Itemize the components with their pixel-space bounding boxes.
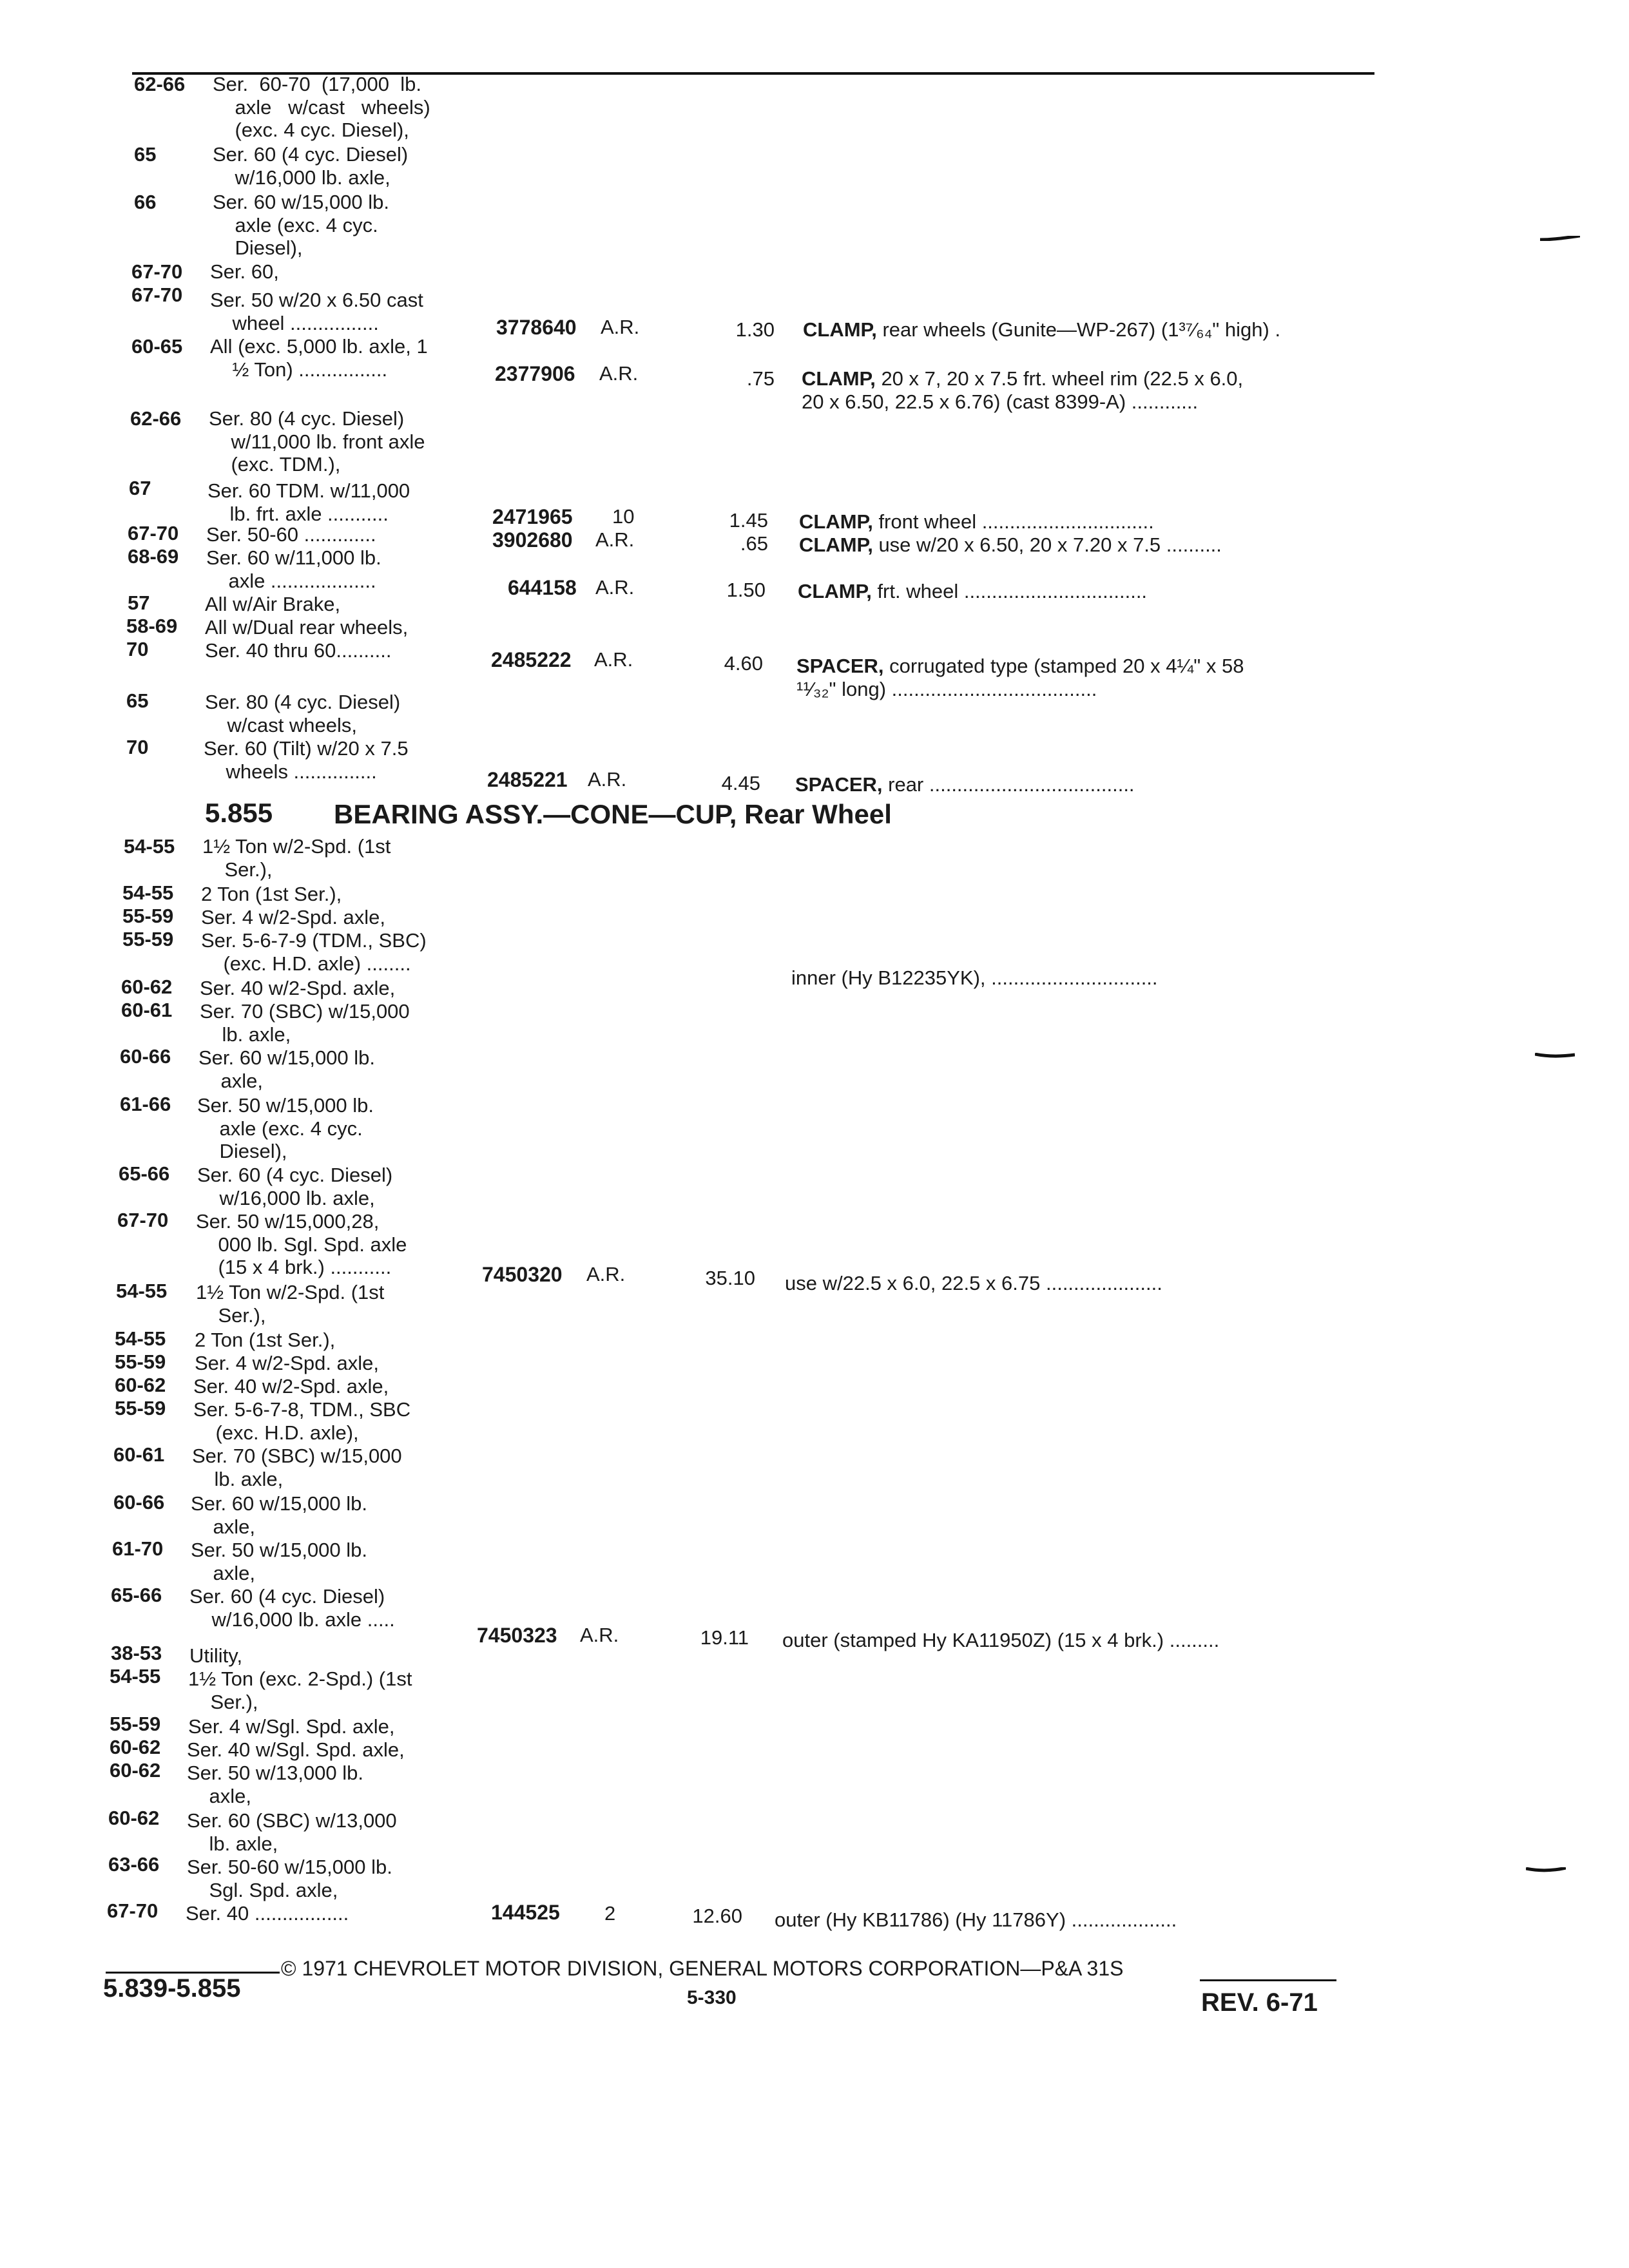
application-desc: Ser. 50 w/15,000 lb. axle (exc. 4 cyc. Diesel), (197, 1094, 374, 1162)
model-years: 67 (129, 477, 151, 499)
part-detail: front wheel ............................... (872, 510, 1154, 533)
model-years: 60-62 (110, 1736, 161, 1758)
margin-mark (1540, 236, 1580, 241)
section-number: 5.855 (205, 798, 273, 828)
application-desc: All (exc. 5,000 lb. axle, 1 ½ Ton) ................ (210, 335, 428, 381)
price: .75 (746, 367, 775, 390)
price: .65 (740, 532, 768, 555)
part-number: 2377906 (495, 362, 575, 385)
model-years: 60-66 (120, 1045, 171, 1068)
application-desc: Ser. 60 (4 cyc. Diesel) w/16,000 lb. axle, (213, 143, 409, 189)
application-desc: Ser. 70 (SBC) w/15,000 lb. axle, (192, 1445, 402, 1490)
model-years: 54-55 (115, 1327, 166, 1350)
part-name: CLAMP, (803, 318, 877, 341)
application-desc: Ser. 60 (4 cyc. Diesel) w/16,000 lb. axle ..... (189, 1585, 395, 1631)
application-desc: Ser. 5-6-7-8, TDM., SBC (exc. H.D. axle), (193, 1398, 411, 1444)
price: 19.11 (700, 1626, 749, 1649)
model-years: 61-70 (112, 1537, 164, 1560)
part-detail: use w/20 x 6.50, 20 x 7.20 x 7.5 .......... (872, 533, 1222, 556)
part-item (795, 773, 1135, 796)
model-years: 61-66 (120, 1093, 171, 1115)
model-years: 60-62 (115, 1374, 166, 1396)
application-desc: Ser. 80 (4 cyc. Diesel) w/11,000 lb. front axle (exc. TDM.), (209, 407, 425, 476)
page-number: 5-330 (687, 1987, 737, 2008)
model-years: 65-66 (111, 1584, 162, 1606)
model-years: 55-59 (122, 905, 174, 927)
model-years: 66 (134, 191, 157, 213)
model-years: 70 (126, 736, 149, 758)
application-desc: Ser. 60 (Tilt) w/20 x 7.5 wheels ............... (204, 737, 409, 783)
quantity: A.R. (586, 1263, 626, 1285)
model-years: 57 (128, 591, 150, 614)
model-years: 65 (134, 143, 157, 166)
part-item (798, 580, 1147, 603)
quantity: A.R. (594, 648, 633, 671)
model-years: 55-59 (122, 928, 174, 950)
part-detail: corrugated type (stamped 20 x 4¼" x 58 ¹¹⁄₃₂" long) ..................................... (796, 655, 1244, 700)
part-number: 3902680 (492, 528, 573, 552)
model-years: 68-69 (128, 545, 179, 568)
model-years: 60-66 (113, 1491, 165, 1514)
application-desc: Ser. 50-60 ............. (206, 523, 376, 546)
section-title: BEARING ASSY.—CONE—CUP, Rear Wheel (334, 799, 892, 829)
bearing-inner-desc: inner (Hy B12235YK), .............................. (791, 966, 1158, 989)
model-years: 60-62 (121, 975, 173, 998)
model-years: 62-66 (134, 73, 186, 95)
model-years: 38-53 (111, 1642, 162, 1664)
application-desc: Ser. 60-70 (17,000 lb. axle w/cast wheels) (exc. 4 cyc. Diesel), (213, 73, 430, 141)
price: 4.60 (724, 652, 763, 675)
application-desc: Ser. 50 w/20 x 6.50 cast wheel ................ (210, 289, 423, 334)
price: 4.45 (721, 772, 760, 794)
footer-rule-right (1200, 1979, 1336, 1981)
model-years: 62-66 (130, 407, 182, 430)
model-years: 54-55 (116, 1280, 168, 1302)
part-name: CLAMP, (798, 580, 872, 602)
application-desc: Ser. 4 w/Sgl. Spd. axle, (188, 1715, 395, 1738)
section-range: 5.839-5.855 (103, 1974, 241, 2003)
part-name: CLAMP, (799, 510, 873, 533)
application-desc: Ser. 70 (SBC) w/15,000 lb. axle, (200, 1000, 410, 1046)
application-desc: Ser. 50 w/15,000,28, 000 lb. Sgl. Spd. axle (15 x 4 brk.) ........... (196, 1210, 407, 1278)
application-desc: Ser. 60 w/15,000 lb. axle, (191, 1492, 368, 1538)
part-number: 3778640 (496, 316, 577, 339)
application-desc: 1½ Ton w/2-Spd. (1st Ser.), (196, 1281, 385, 1327)
model-years: 54-55 (124, 835, 175, 858)
application-desc: 2 Ton (1st Ser.), (195, 1329, 336, 1351)
application-desc: Utility, (189, 1644, 243, 1667)
application-desc: Ser. 40 ................. (186, 1902, 349, 1925)
part-number: 7450323 (477, 1624, 557, 1647)
part-detail: rear ..................................... (882, 773, 1135, 796)
application-desc: Ser. 40 w/Sgl. Spd. axle, (187, 1738, 405, 1761)
part-item (802, 367, 1243, 413)
model-years: 67-70 (128, 522, 179, 544)
model-years: 55-59 (115, 1350, 166, 1373)
part-note: use w/22.5 x 6.0, 22.5 x 6.75 ..................... (785, 1272, 1162, 1294)
application-desc: Ser. 40 w/2-Spd. axle, (193, 1375, 389, 1398)
application-desc: Ser. 40 w/2-Spd. axle, (200, 977, 396, 999)
part-name: SPACER, (795, 773, 883, 796)
model-years: 55-59 (110, 1713, 161, 1735)
part-note: outer (Hy KB11786) (Hy 11786Y) ................... (775, 1908, 1177, 1931)
application-desc: Ser. 50 w/13,000 lb. axle, (187, 1762, 364, 1807)
model-years: 58-69 (126, 615, 178, 637)
part-item (803, 318, 1280, 341)
part-item (796, 655, 1244, 700)
application-desc: 1½ Ton w/2-Spd. (1st Ser.), (202, 835, 391, 881)
model-years: 67-70 (131, 260, 183, 283)
application-desc: Ser. 50-60 w/15,000 lb. Sgl. Spd. axle, (187, 1856, 392, 1901)
part-number: 2471965 (492, 505, 573, 528)
copyright: © 1971 CHEVROLET MOTOR DIVISION, GENERAL MOTORS CORPORATION—P&A 31S (281, 1957, 1124, 1980)
model-years: 55-59 (115, 1397, 166, 1419)
application-desc: Ser. 60, (210, 260, 279, 283)
margin-mark (1535, 1053, 1575, 1058)
model-years: 60-61 (121, 999, 173, 1021)
part-detail: 20 x 7, 20 x 7.5 frt. wheel rim (22.5 x 6.0, 20 x 6.50, 22.5 x 6.76) (cast 8399-A) ............ (802, 367, 1244, 413)
application-desc: Ser. 60 w/11,000 lb. axle ................... (206, 546, 381, 592)
part-item (799, 533, 1222, 557)
part-detail: frt. wheel ................................. (871, 580, 1148, 602)
model-years: 67-70 (107, 1899, 159, 1922)
application-desc: Ser. 60 w/15,000 lb. axle, (198, 1046, 376, 1092)
quantity: A.R. (595, 576, 635, 599)
model-years: 70 (126, 638, 149, 660)
model-years: 67-70 (117, 1209, 169, 1231)
application-desc: Ser. 50 w/15,000 lb. axle, (191, 1539, 368, 1584)
part-name: CLAMP, (802, 367, 876, 390)
part-detail: rear wheels (Gunite—WP-267) (1³⁷⁄₆₄" high) . (876, 318, 1281, 341)
model-years: 60-62 (108, 1807, 160, 1829)
quantity: 2 (604, 1902, 616, 1925)
model-years: 54-55 (122, 881, 174, 904)
application-desc: 1½ Ton (exc. 2-Spd.) (1st Ser.), (188, 1667, 412, 1713)
part-number: 2485221 (487, 768, 568, 791)
model-years: 60-62 (110, 1759, 161, 1782)
price: 1.45 (729, 509, 768, 532)
model-years: 63-66 (108, 1853, 160, 1876)
application-desc: Ser. 60 (SBC) w/13,000 lb. axle, (187, 1809, 397, 1855)
model-years: 60-61 (113, 1443, 165, 1466)
price: 1.50 (726, 579, 766, 601)
quantity: A.R. (595, 528, 635, 551)
quantity: 10 (612, 505, 635, 528)
application-desc: Ser. 60 TDM. w/11,000 lb. frt. axle ........... (207, 479, 410, 525)
model-years: 65-66 (119, 1162, 170, 1185)
model-years: 54-55 (110, 1665, 161, 1687)
model-years: 60-65 (131, 335, 183, 358)
price: 35.10 (705, 1267, 755, 1289)
application-desc: Ser. 5-6-7-9 (TDM., SBC) (exc. H.D. axle) ........ (201, 929, 427, 975)
model-years: 67-70 (131, 284, 183, 306)
price: 12.60 (692, 1905, 742, 1927)
revision: REV. 6-71 (1201, 1988, 1318, 2017)
part-note: outer (stamped Hy KA11950Z) (15 x 4 brk.) ......... (782, 1629, 1220, 1651)
application-desc: All w/Dual rear wheels, (205, 616, 409, 639)
application-desc: Ser. 60 w/15,000 lb. axle (exc. 4 cyc. Diesel), (213, 191, 390, 259)
part-item (799, 510, 1154, 533)
application-desc: 2 Ton (1st Ser.), (201, 883, 342, 905)
part-name: CLAMP, (799, 533, 873, 556)
application-desc: Ser. 40 thru 60.......... (205, 639, 392, 662)
application-desc: Ser. 80 (4 cyc. Diesel) w/cast wheels, (205, 691, 401, 736)
part-number: 644158 (508, 576, 577, 599)
quantity: A.R. (599, 362, 639, 385)
quantity: A.R. (601, 316, 640, 338)
application-desc: Ser. 60 (4 cyc. Diesel) w/16,000 lb. axle, (197, 1164, 393, 1209)
application-desc: All w/Air Brake, (205, 593, 341, 615)
model-years: 65 (126, 689, 149, 712)
margin-mark (1526, 1867, 1566, 1872)
footer-rule-left (106, 1972, 280, 1974)
price: 1.30 (735, 318, 775, 341)
quantity: A.R. (580, 1624, 619, 1646)
quantity: A.R. (588, 768, 627, 791)
application-desc: Ser. 4 w/2-Spd. axle, (195, 1352, 380, 1374)
part-number: 2485222 (491, 648, 572, 671)
application-desc: Ser. 4 w/2-Spd. axle, (201, 906, 386, 928)
part-name: SPACER, (796, 655, 884, 677)
part-number: 144525 (491, 1901, 560, 1924)
part-number: 7450320 (482, 1263, 563, 1286)
